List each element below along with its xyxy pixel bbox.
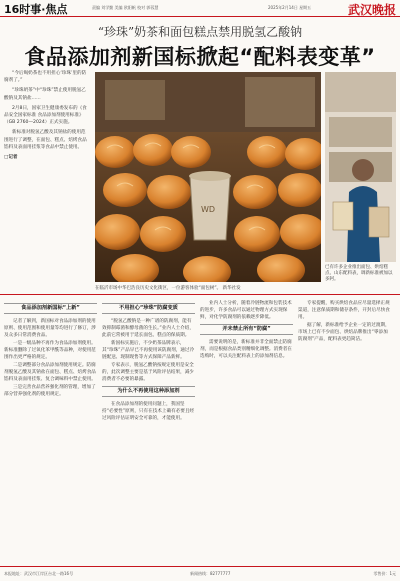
footer-hotline: 新闻热线：82777777 (190, 571, 231, 576)
photo-caption: 在临沂市场中华巴浩良历史文化街区，一位游客体验“面包树”。 新华社发 (95, 286, 241, 291)
lede-paragraph: 新标准对脱氢乙酸及其钠盐的使用范围进行了调整，在面包、糕点、焙烤食品馅料及表面用挂浆等食品中禁止使用。 (4, 130, 87, 150)
masthead (0, 0, 400, 17)
article-column-1 (4, 300, 97, 562)
footer-address: 本报地址：武汉市江岸区台北一路16号 (4, 571, 74, 576)
body-paragraph: “脱氢乙酸钠是一种广谱的防腐剂，能有效抑制霉菌和酵母菌的生长。”业内人士介绍，此前它常被用于延长面包、糕点的保质期。 (102, 319, 194, 338)
side-photo-caption: 已有许多企业推出面包、烘焙糕点、山东配料表，调新标准被加以多阿。 (325, 265, 393, 282)
page-footer (0, 566, 400, 581)
subheadline: “珍珠”奶茶和面包糕点禁用脱氢乙酸钠 (97, 25, 303, 39)
lede-column (4, 70, 90, 290)
body-paragraph: 在食品添加剂的使用问题上，我国坚持“必要性”原则，只有在技术上确有必要且经过风险评估证明安全可靠的，才能使用。 (102, 402, 195, 421)
body-paragraph: 三是完善食品营养强化剂的管理，增加了部分营养强化剂的使用规定。 (4, 385, 96, 397)
newspaper-logo: 武汉晚报 (347, 3, 396, 17)
footer-price: 零售价：1元 (373, 571, 396, 576)
body-paragraph: 业内人士分析，随着冷链物流和包装技术的进步，许多食品可以通过物理方式实现保鲜，对化学防腐剂的依赖逐步降低。 (200, 301, 292, 320)
lede-paragraph: 2月8日，国家卫生健康委发布的《食品安全国家标准 食品添加剂使用标准》（GB 2760—2024）正式实施。 (4, 105, 87, 126)
body-paragraph: 一是一级品种不再作为食品添加剂使用。新标准删除了过氧化苯甲酰等品种，对使用范围作出更严格的规定。 (4, 341, 96, 360)
body-paragraph: 专家提醒，购买烘焙食品应尽量选择正规渠道，注意保质期和储存条件，开封后尽快食用。 (298, 301, 390, 320)
lede-author: □记者 (4, 155, 18, 161)
body-paragraph: 新国标实施后，不少奶茶品牌表示，其“珍珠”产品早已不再使用该防腐剂，通过冷链配送、现制现售等方式保障产品新鲜。 (102, 341, 195, 360)
bakery-photo-illustration (95, 72, 321, 282)
side-photo (325, 72, 396, 262)
shopper-photo-illustration (325, 72, 396, 262)
page-tag: 16时事·焦点 (4, 3, 68, 16)
article-column-2 (102, 300, 195, 562)
section-heading: 并未禁止所有“防腐” (200, 324, 293, 335)
bread-basket (189, 171, 231, 240)
lede-paragraph: “今后喝奶茶也不用担心‘珍珠’里的防腐剂了。” (4, 71, 87, 84)
lede-paragraph: “珍珠奶茶”中“珍珠”禁止使用脱氢乙酸钠及其钠盐…… (4, 88, 86, 101)
main-photo (95, 72, 321, 282)
issue-date: 2025年2月14日 星期五 (268, 5, 312, 10)
body-paragraph: 二是调整部分食品添加剂使用规定。防腐剂脱氢乙酸及其钠盐在面包、糕点、焙烤食品馅料及表面用挂浆、复合调味料中禁止使用。 (4, 363, 96, 382)
section-heading: 不用担心“珍珠”防腐变质 (102, 303, 195, 314)
section-heading: 食品添加剂新国标“上新” (4, 303, 97, 314)
svg-text:WD: WD (201, 205, 216, 214)
body-paragraph: 需要说明的是，新标准并非全面禁止防腐剂，而是根据食品类别精细化调整。消费者在选购时，可以关注配料表上的添加剂信息。 (200, 340, 292, 359)
section-divider (0, 294, 400, 295)
body-paragraph: 专家表示，脱氢乙酸钠按规定使用是安全的，此次调整主要是基于风险评估结果，减少消费者不必要的暴露。 (102, 363, 194, 382)
editor-credits: 责编 刘学勤 美编 欧阳帆 校对 郭蓉慧 (92, 5, 159, 10)
section-heading: 为什么不再使用这种添加剂 (102, 386, 195, 397)
body-paragraph: 记者了解到，新国标对食品添加剂的使用原则、使用范围和使用量等均进行了修订，涉及众多日常消费食品。 (4, 319, 96, 338)
article-column-4 (298, 300, 391, 562)
article-column-3 (200, 300, 293, 562)
headline: 食品添加剂新国标掀起“配料表变革” (24, 45, 376, 69)
body-paragraph: 据了解，新标准给予企业一定的过渡期，市场上已有不少面包、烘焙品牌推出“零添加防腐剂”产品，配料表更趋简洁。 (298, 323, 390, 342)
